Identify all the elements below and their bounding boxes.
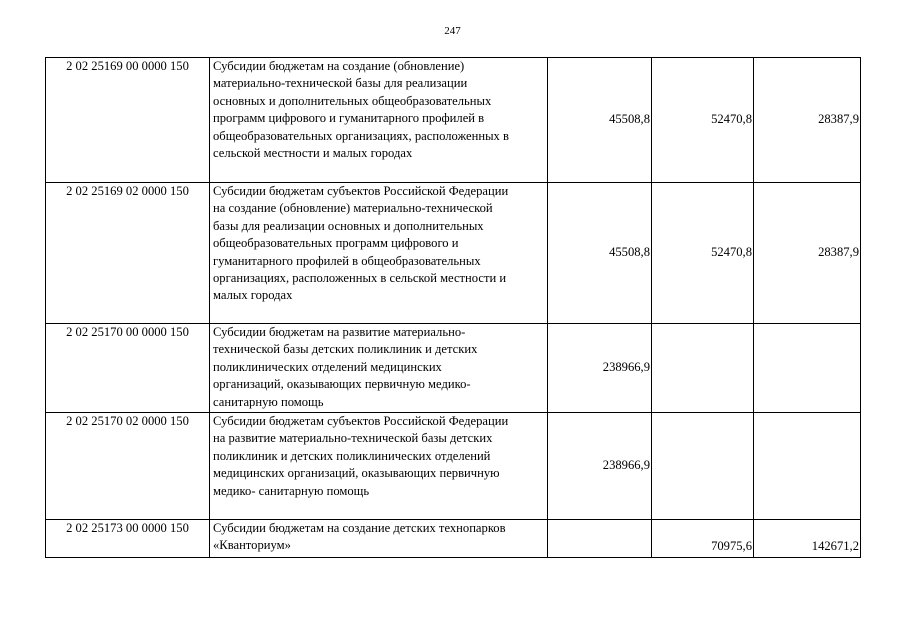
description-line: медико- санитарную помощь — [213, 483, 370, 498]
page-number: 247 — [444, 25, 461, 37]
description-line: Субсидии бюджетам на создание (обновление) — [213, 59, 465, 73]
amount-cell-3 — [754, 413, 861, 520]
description-line: программ цифрового и гуманитарного профилей в — [213, 111, 485, 126]
description-line: поликлинических отделений медицинских — [213, 359, 442, 374]
description-line: Субсидии бюджетам на создание детских технопарков — [213, 521, 506, 535]
description-line: гуманитарного профилей в общеобразовательных — [213, 253, 481, 268]
description-line: малых городах — [213, 288, 293, 303]
description-cell — [210, 413, 548, 520]
table-row — [46, 413, 861, 520]
amount-cell-1: 238966,9 — [548, 413, 652, 520]
description-line: поликлиник и детских поликлинических отделений — [213, 448, 491, 463]
description-line: основных и дополнительных общеобразовательных — [213, 93, 492, 108]
description-line: на создание (обновление) материально-технической — [213, 201, 493, 216]
amount-cell-1: 45508,8 — [548, 58, 652, 183]
amount-cell-1: 238966,9 — [548, 324, 652, 413]
description-line: Субсидии бюджетам субъектов Российской Федерации — [213, 414, 509, 428]
amount-cell-1: 45508,8 — [548, 183, 652, 324]
description-line: сельской местности и малых городах — [213, 146, 413, 161]
budget-table — [45, 57, 861, 558]
description-line: базы для реализации основных и дополнительных — [213, 218, 484, 233]
description-line: Субсидии бюджетам субъектов Российской Федерации — [213, 184, 509, 198]
description-line: «Кванториум» — [213, 538, 291, 553]
table-row — [46, 183, 861, 324]
amount-cell-3: 28387,9 — [754, 183, 861, 324]
description-line: организаций, оказывающих первичную медико- — [213, 377, 471, 392]
description-line: общеобразовательных организациях, расположенных в — [213, 128, 509, 143]
amount-cell-1 — [548, 520, 652, 558]
amount-cell-2 — [652, 324, 754, 413]
budget-code-cell: 2 02 25169 00 0000 150 — [46, 58, 210, 183]
description-line: материально-технической базы для реализации — [213, 76, 468, 91]
description-cell — [210, 58, 548, 183]
description-line: организациях, расположенных в сельской местности и — [213, 271, 507, 286]
budget-code-cell: 2 02 25170 02 0000 150 — [46, 413, 210, 520]
amount-cell-2: 52470,8 — [652, 58, 754, 183]
description-cell — [210, 520, 548, 558]
budget-code-cell: 2 02 25170 00 0000 150 — [46, 324, 210, 413]
amount-cell-3 — [754, 324, 861, 413]
amount-cell-2: 70975,6 — [652, 520, 754, 558]
amount-cell-2: 52470,8 — [652, 183, 754, 324]
budget-code-cell: 2 02 25173 00 0000 150 — [46, 520, 210, 558]
table-row — [46, 324, 861, 413]
description-cell — [210, 183, 548, 324]
description-line: на развитие материально-технической базы детских — [213, 431, 493, 446]
amount-cell-3: 28387,9 — [754, 58, 861, 183]
description-line: технической базы детских поликлиник и детских — [213, 342, 478, 357]
description-line: санитарную помощь — [213, 394, 324, 409]
budget-code-cell: 2 02 25169 02 0000 150 — [46, 183, 210, 324]
amount-cell-3: 142671,2 — [754, 520, 861, 558]
description-line: общеобразовательных программ цифрового и — [213, 236, 459, 251]
description-cell — [210, 324, 548, 413]
table-row — [46, 520, 861, 558]
description-line: Субсидии бюджетам на развитие материально- — [213, 325, 466, 339]
description-line: медицинских организаций, оказывающих первичную — [213, 466, 500, 481]
table-row — [46, 58, 861, 183]
amount-cell-2 — [652, 413, 754, 520]
